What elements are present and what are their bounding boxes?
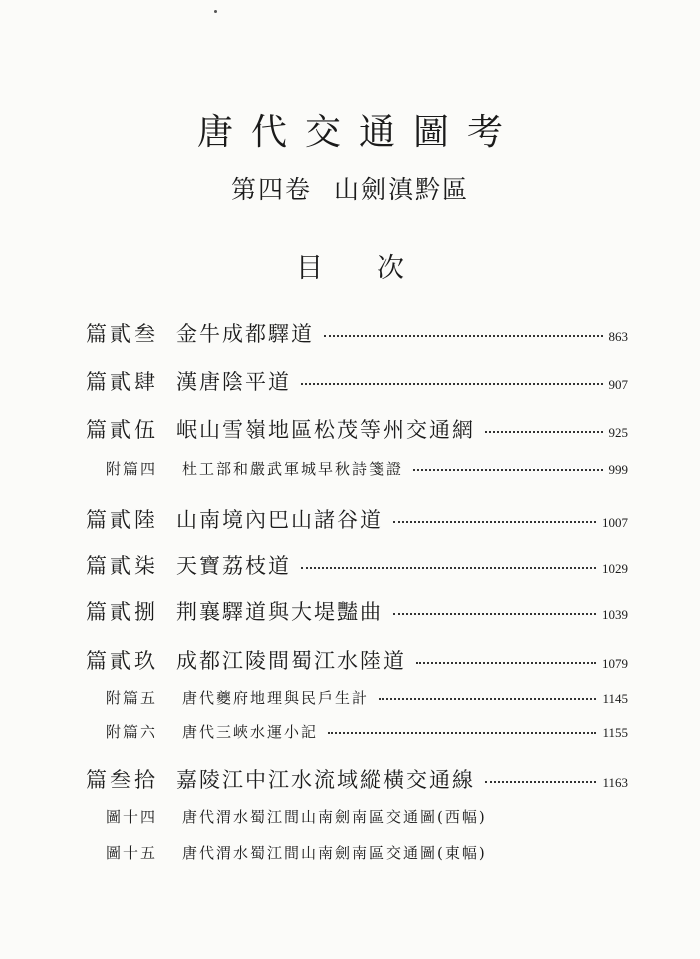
- toc-entry[interactable]: [86, 596, 628, 630]
- chapter-label: 篇貳柒: [86, 554, 158, 578]
- chapter-title: 嘉陵江中江水流域縱橫交通線: [176, 768, 475, 792]
- figure-title: 唐代渭水蜀江間山南劍南區交通圖(西幅): [182, 808, 487, 826]
- chapter-title: 漢唐陰平道: [176, 370, 291, 394]
- appendix-title: 唐代三峽水運小記: [182, 723, 319, 741]
- chapter-label: 篇貳伍: [86, 418, 158, 442]
- dot-leader: [413, 469, 602, 471]
- dot-leader: [324, 335, 603, 337]
- toc-entry[interactable]: [86, 504, 628, 538]
- page-number: 1039: [602, 607, 628, 622]
- dot-leader: [485, 431, 603, 433]
- chapter-label: 篇貳肆: [86, 370, 158, 394]
- toc-entry[interactable]: [86, 366, 628, 400]
- chapter-title: 天寶荔枝道: [176, 554, 291, 578]
- page-number: 1145: [602, 691, 628, 706]
- chapter-title: 成都江陵間蜀江水陸道: [176, 649, 406, 673]
- chapter-label: 篇貳玖: [86, 649, 158, 673]
- toc-heading: 目次: [296, 253, 458, 284]
- toc-appendix-entry[interactable]: [106, 687, 628, 713]
- chapter-label: 篇貳陸: [86, 508, 158, 532]
- dot-leader: [328, 732, 596, 734]
- page-number: 863: [608, 329, 628, 344]
- figure-title: 唐代渭水蜀江間山南劍南區交通圖(東幅): [182, 844, 487, 862]
- figure-entry[interactable]: [106, 842, 530, 868]
- figure-label: 圖十五: [106, 844, 158, 862]
- page-number: 1029: [602, 561, 628, 576]
- chapter-title: 岷山雪嶺地區松茂等州交通網: [176, 418, 475, 442]
- chapter-label: 篇叁拾: [86, 768, 158, 792]
- appendix-title: 杜工部和嚴武軍城早秋詩箋證: [182, 460, 404, 478]
- appendix-label: 附篇五: [106, 689, 158, 707]
- chapter-label: 篇貳捌: [86, 600, 158, 624]
- figure-entry[interactable]: [106, 806, 530, 832]
- dot-leader: [393, 521, 596, 523]
- chapter-label: 篇貳叁: [86, 322, 158, 346]
- toc-entry[interactable]: [86, 764, 628, 798]
- page-number: 1163: [602, 775, 628, 790]
- dot-leader: [416, 662, 596, 664]
- toc-entry[interactable]: [86, 550, 628, 584]
- page-number: 1079: [602, 656, 628, 671]
- dot-leader: [379, 698, 596, 700]
- dot-leader: [485, 781, 596, 783]
- page-number: 925: [608, 425, 628, 440]
- toc-appendix-entry[interactable]: [106, 721, 628, 747]
- dot-leader: [393, 613, 596, 615]
- volume-heading: [0, 170, 700, 206]
- book-title: 唐代交通圖考: [196, 112, 521, 153]
- chapter-title: 山南境內巴山諸谷道: [176, 508, 383, 532]
- dot-leader: [301, 567, 596, 569]
- chapter-title: 金牛成都驛道: [176, 322, 314, 346]
- appendix-title: 唐代夔府地理與民戶生計: [182, 689, 370, 707]
- toc-entry[interactable]: [86, 318, 628, 352]
- volume-label: 第四卷: [230, 175, 312, 204]
- toc-entry[interactable]: [86, 414, 628, 448]
- appendix-label: 附篇六: [106, 723, 158, 741]
- ink-speck: [214, 10, 217, 13]
- page-number: 1155: [602, 725, 628, 740]
- appendix-label: 附篇四: [106, 460, 158, 478]
- chapter-title: 荆襄驛道與大堤豔曲: [176, 600, 383, 624]
- toc-entry[interactable]: [86, 645, 628, 679]
- page-number: 907: [608, 377, 628, 392]
- page-number: 999: [608, 462, 628, 477]
- toc-appendix-entry[interactable]: [106, 458, 628, 484]
- page-number: 1007: [602, 515, 628, 530]
- figure-label: 圖十四: [106, 808, 158, 826]
- volume-name: 山劍滇黔區: [334, 175, 470, 204]
- dot-leader: [301, 383, 603, 385]
